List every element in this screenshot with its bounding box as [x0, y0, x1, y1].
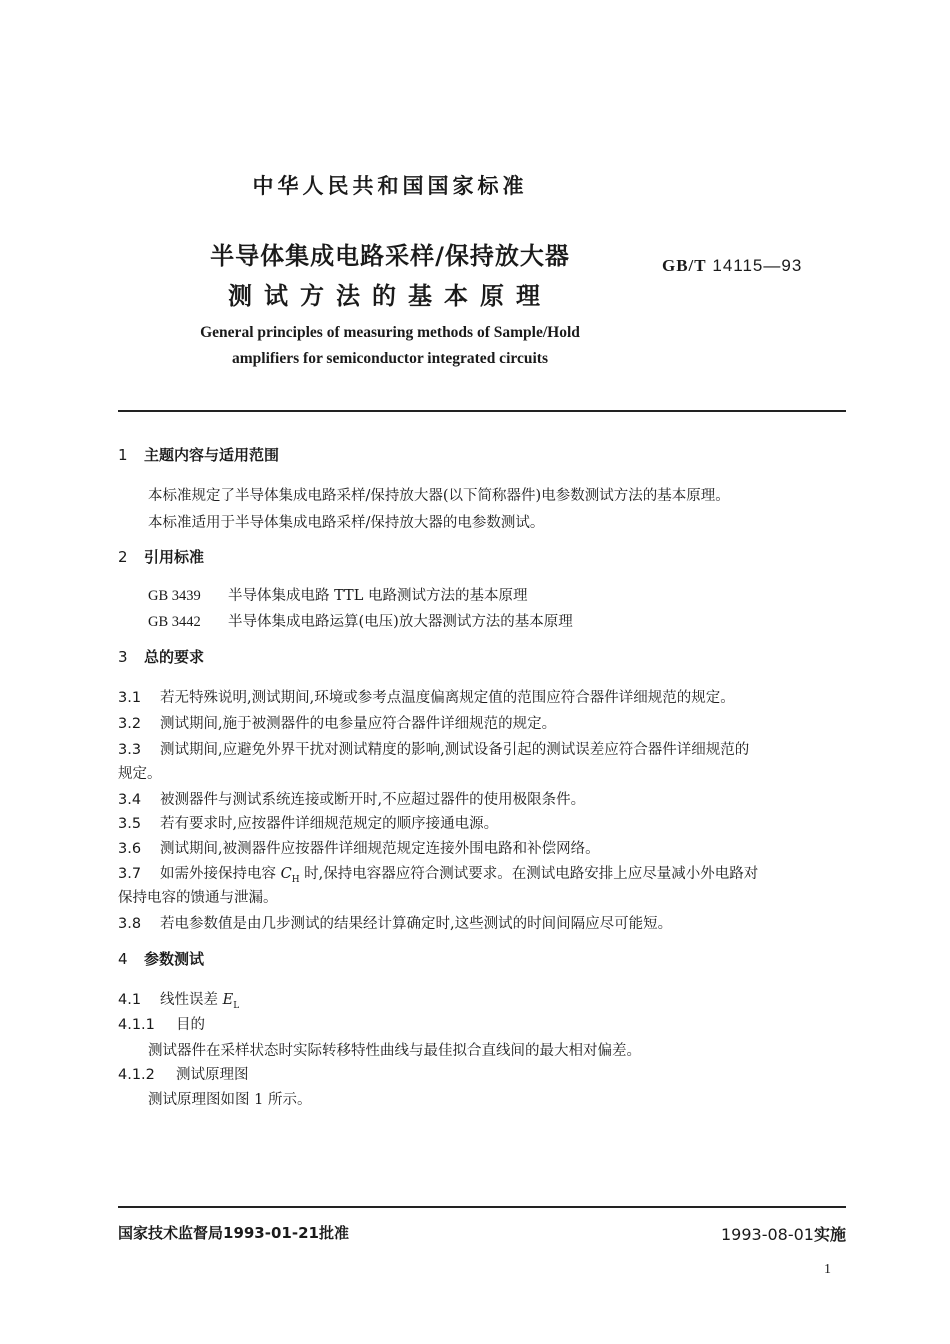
- symbol-subscript: L: [233, 1000, 240, 1011]
- clause-4-1: [118, 988, 239, 1011]
- page-number: 1: [824, 1262, 831, 1277]
- clause-number: 3.8: [118, 916, 142, 932]
- effective-note: [721, 1222, 846, 1245]
- clause-4-1-1: [118, 1013, 205, 1034]
- clause-text: 测试原理图: [176, 1067, 249, 1083]
- clause-text: 若无特殊说明,测试期间,环境或参考点温度偏离规定值的范围应符合器件详细规范的规定。: [160, 690, 735, 706]
- clause-number: 4.1: [118, 992, 142, 1008]
- english-title-line2: amplifiers for semiconductor integrated circuits: [232, 350, 548, 367]
- clause-number: 3.1: [118, 690, 142, 706]
- standard-number: [662, 256, 802, 276]
- clause-3-8: [118, 912, 672, 933]
- clause-number: 4.1.2: [118, 1067, 155, 1083]
- effective-label: 实施: [813, 1225, 846, 1244]
- clause-3-2: [118, 712, 556, 733]
- clause-3-3: [118, 738, 749, 759]
- clause-text: 时,保持电容器应符合测试要求。在测试电路安排上应尽量减小外电路对: [299, 866, 759, 882]
- clause-text: 目的: [176, 1017, 205, 1033]
- section-number: 1: [118, 446, 128, 464]
- symbol: C: [280, 866, 292, 882]
- paragraph: 测试原理图如图 1 所示。: [148, 1092, 312, 1108]
- clause-continuation: 规定。: [118, 766, 162, 782]
- section-title: 引用标准: [144, 548, 205, 566]
- symbol: E: [222, 992, 234, 1008]
- clause-text: 线性误差: [160, 992, 223, 1008]
- clause-text: 测试期间,施于被测器件的电参量应符合器件详细规范的规定。: [160, 716, 557, 732]
- section-title: 参数测试: [144, 950, 205, 968]
- standard-prefix: GB/T: [662, 256, 707, 275]
- clause-number: 3.6: [118, 841, 142, 857]
- section-title: 主题内容与适用范围: [144, 446, 280, 464]
- clause-number: 3.2: [118, 716, 142, 732]
- clause-3-5: [118, 812, 498, 833]
- standard-code: 14115—93: [712, 256, 803, 275]
- paragraph: 测试器件在采样状态时实际转移特性曲线与最佳拟合直线间的最大相对偏差。: [148, 1043, 641, 1059]
- reference-code: GB 3439: [148, 588, 201, 604]
- section-2-heading: [118, 546, 204, 567]
- reference-code: GB 3442: [148, 614, 201, 630]
- clause-continuation: 保持电容的馈通与泄漏。: [118, 890, 278, 906]
- section-number: 4: [118, 950, 128, 968]
- clause-number: 3.4: [118, 792, 142, 808]
- header-divider: [118, 410, 846, 412]
- document-title-line2: 测试方法的基本原理: [228, 282, 552, 310]
- clause-text: 如需外接保持电容: [160, 866, 281, 882]
- clause-text: 若电参数值是由几步测试的结果经计算确定时,这些测试的时间间隔应尽可能短。: [160, 916, 673, 932]
- clause-text: 若有要求时,应按器件详细规范规定的顺序接通电源。: [160, 816, 499, 832]
- clause-text: 被测器件与测试系统连接或断开时,不应超过器件的使用极限条件。: [160, 792, 586, 808]
- section-3-heading: [118, 646, 204, 667]
- clause-number: 3.7: [118, 866, 142, 882]
- reference-title: 半导体集成电路运算(电压)放大器测试方法的基本原理: [228, 614, 573, 630]
- clause-number: 4.1.1: [118, 1017, 155, 1033]
- symbol-subscript: H: [291, 874, 300, 885]
- clause-text: 测试期间,被测器件应按器件详细规范规定连接外围电路和补偿网络。: [160, 841, 600, 857]
- clause-4-1-2: [118, 1063, 249, 1084]
- section-number: 3: [118, 648, 128, 666]
- approval-note: 国家技术监督局1993-01-21批准: [118, 1224, 349, 1242]
- section-1-heading: [118, 444, 279, 465]
- clause-3-1: [118, 686, 735, 707]
- section-number: 2: [118, 548, 128, 566]
- section-4-heading: [118, 948, 204, 969]
- clause-number: 3.3: [118, 742, 142, 758]
- english-title-line1: General principles of measuring methods of Sample/Hold: [200, 324, 580, 341]
- document-title-line1: 半导体集成电路采样/保持放大器: [210, 242, 570, 270]
- reference-item: [148, 584, 527, 605]
- footer-divider: [118, 1206, 846, 1208]
- reference-title: 半导体集成电路 TTL 电路测试方法的基本原理: [228, 588, 528, 604]
- paragraph: 本标准适用于半导体集成电路采样/保持放大器的电参数测试。: [148, 515, 545, 531]
- reference-item: [148, 610, 573, 631]
- section-title: 总的要求: [144, 648, 205, 666]
- clause-number: 3.5: [118, 816, 142, 832]
- clause-3-4: [118, 788, 585, 809]
- clause-3-7: [118, 862, 758, 885]
- effective-date: 1993-08-01: [721, 1225, 814, 1244]
- national-standard-heading: 中华人民共和国国家标准: [252, 174, 528, 198]
- paragraph: 本标准规定了半导体集成电路采样/保持放大器(以下简称器件)电参数测试方法的基本原理。: [148, 488, 730, 504]
- clause-text: 测试期间,应避免外界干扰对测试精度的影响,测试设备引起的测试误差应符合器件详细规范的: [160, 742, 750, 758]
- clause-3-6: [118, 837, 600, 858]
